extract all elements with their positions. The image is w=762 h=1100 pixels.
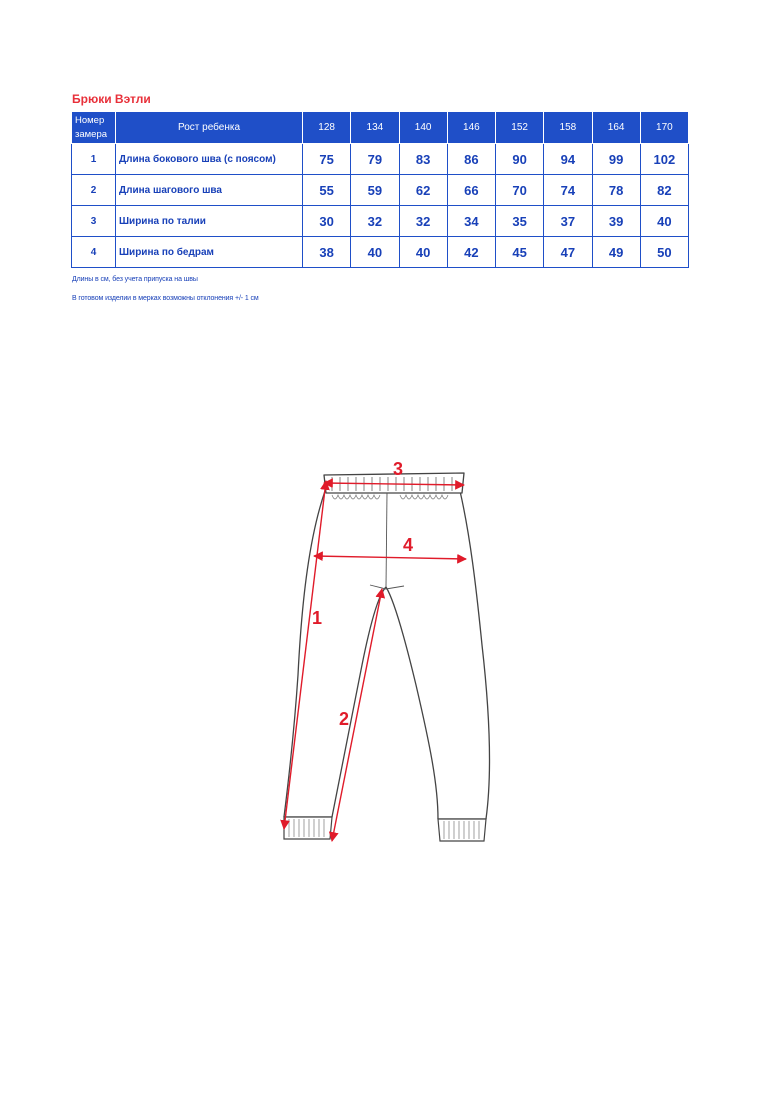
row-value: 37 (544, 206, 592, 237)
size-table (71, 111, 689, 268)
product-title: Брюки Вэтли (72, 92, 151, 106)
row-value: 50 (640, 237, 688, 268)
row-value: 90 (496, 144, 544, 175)
row-value: 79 (351, 144, 399, 175)
row-value: 38 (303, 237, 351, 268)
header-height: 158 (544, 112, 592, 144)
row-value: 66 (447, 175, 495, 206)
row-value: 45 (496, 237, 544, 268)
row-number: 3 (72, 206, 116, 237)
note-units: Длины в см, без учета припуска на швы (72, 276, 198, 283)
row-value: 49 (592, 237, 640, 268)
table-row (72, 237, 689, 268)
header-height: 134 (351, 112, 399, 144)
row-value: 102 (640, 144, 688, 175)
header-height: 140 (399, 112, 447, 144)
cuff-left (284, 817, 332, 839)
row-number: 1 (72, 144, 116, 175)
row-value: 32 (351, 206, 399, 237)
row-value: 82 (640, 175, 688, 206)
header-height: 170 (640, 112, 688, 144)
row-value: 70 (496, 175, 544, 206)
row-value: 86 (447, 144, 495, 175)
row-value: 40 (640, 206, 688, 237)
row-value: 32 (399, 206, 447, 237)
table-row (72, 175, 689, 206)
row-value: 40 (351, 237, 399, 268)
row-value: 74 (544, 175, 592, 206)
table-header-row (72, 112, 689, 144)
row-measure-name: Ширина по бедрам (116, 237, 303, 268)
row-number: 2 (72, 175, 116, 206)
measure-label-1: 1 (312, 608, 323, 628)
row-measure-name: Ширина по талии (116, 206, 303, 237)
note-tolerance: В готовом изделии в мерках возможны отклонения +/- 1 см (72, 295, 259, 302)
cuff-right (438, 819, 486, 841)
table-row (72, 206, 689, 237)
table-row (72, 144, 689, 175)
row-value: 83 (399, 144, 447, 175)
header-measure-number: Номер замера (72, 112, 116, 144)
row-value: 55 (303, 175, 351, 206)
row-value: 47 (544, 237, 592, 268)
row-value: 39 (592, 206, 640, 237)
row-number: 4 (72, 237, 116, 268)
row-value: 78 (592, 175, 640, 206)
measure-label-3: 3 (393, 459, 404, 479)
row-value: 99 (592, 144, 640, 175)
measure-label-2: 2 (339, 709, 350, 729)
row-value: 30 (303, 206, 351, 237)
measure-label-4: 4 (403, 535, 414, 555)
row-value: 40 (399, 237, 447, 268)
row-value: 42 (447, 237, 495, 268)
row-value: 94 (544, 144, 592, 175)
header-height: 128 (303, 112, 351, 144)
header-height: 146 (447, 112, 495, 144)
header-child-height: Рост ребенка (116, 112, 303, 144)
row-measure-name: Длина шагового шва (116, 175, 303, 206)
row-measure-name: Длина бокового шва (с поясом) (116, 144, 303, 175)
row-value: 34 (447, 206, 495, 237)
row-value: 35 (496, 206, 544, 237)
row-value: 59 (351, 175, 399, 206)
row-value: 75 (303, 144, 351, 175)
header-height: 164 (592, 112, 640, 144)
pants-measurement-drawing (270, 455, 502, 850)
row-value: 62 (399, 175, 447, 206)
header-height: 152 (496, 112, 544, 144)
